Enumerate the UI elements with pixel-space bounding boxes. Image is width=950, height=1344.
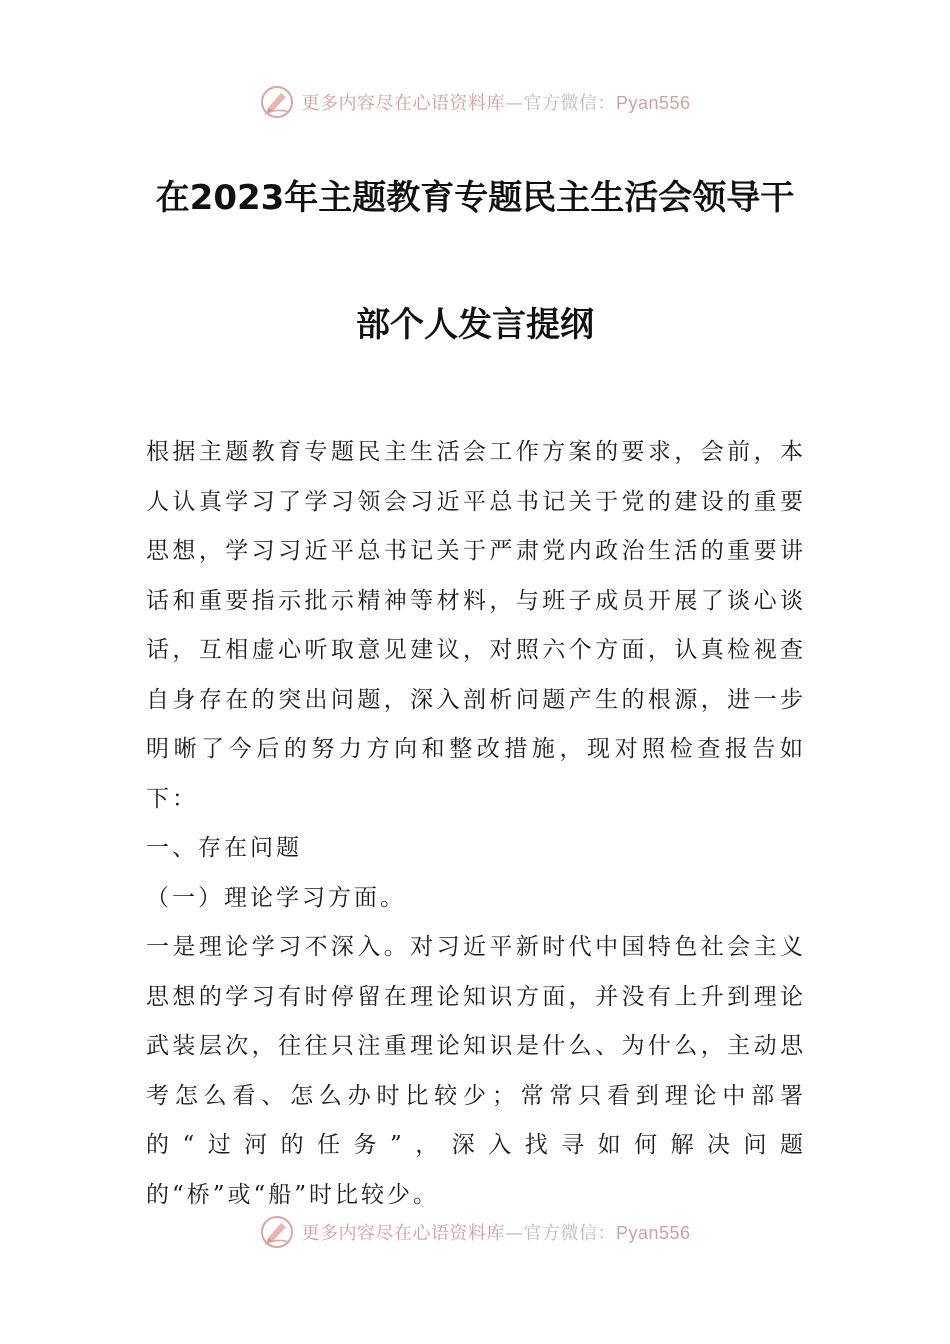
watermark-wechat-label: 官方微信： [523, 1223, 616, 1244]
document-title-line1: 在2023年主题教育专题民主生活会领导干 [155, 178, 795, 218]
intro-paragraph: 根据主题教育专题民主生活会工作方案的要求，会前，本人认真学习了学习领会习近平总书记关于党的建设的重要思想，学习习近平总书记关于严肃党内政治生活的重要讲话和重要指示批示精神等材料，与班子成员开展了谈心谈话，互相虚心听取意见建议，对照六个方面，认真检视查自身存在的突出问题，深入剖析问题产生的根源，进一步明晰了今后的努力方向和整改措施，现对照检查报告如下： [146, 439, 806, 812]
watermark-wechat-label: 官方微信： [523, 93, 616, 114]
watermark-separator: — [504, 93, 524, 114]
watermark-banner-bottom [0, 1212, 950, 1252]
subsection-heading: （一）理论学习方面。 [146, 884, 406, 911]
watermark-text [301, 1219, 690, 1245]
pen-logo-icon [259, 1214, 295, 1250]
watermark-text [301, 89, 690, 115]
watermark-wechat-id: Pyan556 [615, 93, 691, 113]
watermark-main: 更多内容尽在心语资料库 [301, 93, 505, 114]
watermark-separator: — [504, 1223, 524, 1244]
watermark-wechat-id: Pyan556 [615, 1223, 691, 1243]
pen-logo-icon [259, 84, 295, 120]
document-title-line2: 部个人发言提纲 [356, 305, 594, 345]
point-paragraph: 一是理论学习不深入。对习近平新时代中国特色社会主义思想的学习有时停留在理论知识方面，并没有上升到理论武装层次，往往只注重理论知识是什么、为什么，主动思考怎么看、怎么办时比较少；常常只看到理论中部署的“过河的任务”，深入找寻如何解决问题的“桥”或“船”时比较少。 [146, 934, 806, 1208]
document-body [146, 428, 806, 1220]
section-heading: 一、存在问题 [146, 835, 302, 861]
watermark-main: 更多内容尽在心语资料库 [301, 1223, 505, 1244]
watermark-banner-top [0, 82, 950, 122]
